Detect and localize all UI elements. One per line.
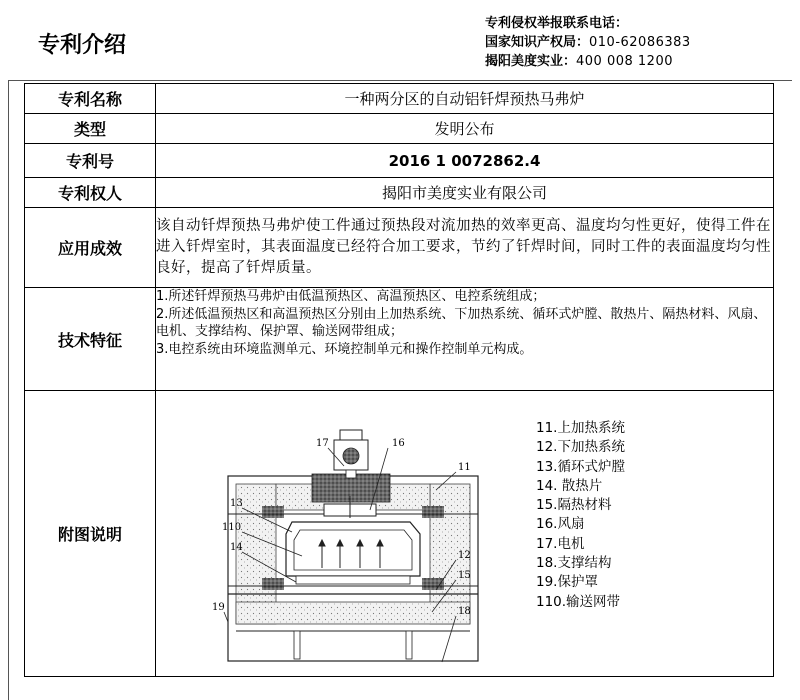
row-label-type: 类型 — [25, 114, 156, 144]
support-leg-shape — [406, 631, 412, 659]
header-divider — [8, 80, 792, 81]
callout-label: 18 — [458, 606, 471, 617]
row-label-holder: 专利权人 — [25, 178, 156, 208]
table-row — [25, 208, 774, 288]
upper-heater-right-shape — [422, 506, 444, 518]
patent-name: 一种两分区的自动铝钎焊预热马弗炉 — [156, 84, 774, 114]
feature-item: 3.电控系统由环境监测单元、环境控制单元和操作控制单元构成。 — [156, 341, 533, 357]
table-row — [25, 178, 774, 208]
report-heading: 专利侵权举报联系电话： — [485, 16, 629, 31]
technical-features — [156, 288, 774, 391]
callout-label: 14 — [230, 542, 243, 553]
patent-info-table — [24, 83, 774, 677]
legend-item: 12.下加热系统 — [536, 439, 625, 456]
report-org: 揭阳美度实业： — [485, 54, 577, 69]
legend-item: 11.上加热系统 — [536, 420, 625, 436]
row-label-number: 专利号 — [25, 144, 156, 178]
legend-item: 17.电机 — [536, 535, 585, 552]
row-label-effect: 应用成效 — [25, 208, 156, 288]
feature-item: 2.所述低温预热区和高温预热区分别由上加热系统、下加热系统、循环式炉膛、散热片、隔热材料、风扇、电机、支撑结构、保护罩、输送网带组成； — [156, 306, 767, 339]
report-phone[interactable]: 400 008 1200 — [576, 54, 673, 69]
table-row — [25, 114, 774, 144]
callout-label: 13 — [230, 498, 243, 509]
callout-label: 110 — [222, 522, 242, 533]
report-contact-sipo — [485, 33, 691, 52]
callout-label: 11 — [458, 462, 471, 473]
row-label-name: 专利名称 — [25, 84, 156, 114]
motor-cap-shape — [340, 430, 362, 440]
legend-item: 110.输送网带 — [536, 593, 621, 610]
report-org: 国家知识产权局： — [485, 35, 590, 50]
page-title: 专利介绍 — [38, 33, 127, 58]
callout-label: 17 — [316, 438, 329, 449]
table-row — [25, 288, 774, 391]
callout-label: 15 — [458, 570, 471, 581]
lower-heater-right-shape — [422, 578, 444, 590]
legend-item: 13.循环式炉膛 — [536, 458, 625, 475]
report-contact-meidu — [485, 52, 691, 71]
lower-heater-left-shape — [262, 578, 284, 590]
table-row — [25, 391, 774, 677]
left-margin-line — [8, 80, 9, 700]
application-effect-text: 该自动钎焊预热马弗炉使工件通过预热段对流加热的效率更高、温度均匀性更好，使得工件在进入钎焊室时，其表面温度已经符合加工要求，节约了钎焊时间，同时工件的表面温度均匀性良好，提高了钎焊质量。 — [156, 208, 774, 288]
row-label-figure: 附图说明 — [25, 391, 156, 677]
legend-item: 18.支撑结构 — [536, 555, 612, 572]
motor-shaft-shape — [346, 470, 356, 478]
legend-item: 15.隔热材料 — [536, 497, 612, 514]
report-contact-block — [485, 14, 691, 71]
motor-rotor-shape — [343, 448, 359, 464]
radiator-shape — [296, 576, 410, 584]
feature-item: 1.所述钎焊预热马弗炉由低温预热区、高温预热区、电控系统组成； — [156, 289, 546, 304]
report-phone[interactable]: 010-62086383 — [589, 35, 691, 50]
table-row — [25, 144, 774, 178]
figure-cell — [156, 391, 774, 677]
patent-number: 2016 1 0072862.4 — [156, 144, 774, 178]
legend-item: 14. 散热片 — [536, 477, 603, 494]
table-row — [25, 84, 774, 114]
callout-label: 16 — [392, 438, 405, 449]
support-leg-shape — [294, 631, 300, 659]
patent-type: 发明公布 — [156, 114, 774, 144]
legend-item: 16.风扇 — [536, 516, 585, 533]
insulation-bottom-shape — [236, 602, 470, 624]
legend-item: 19.保护罩 — [536, 574, 598, 591]
row-label-features: 技术特征 — [25, 288, 156, 391]
upper-heater-left-shape — [262, 506, 284, 518]
callout-label: 12 — [458, 550, 471, 561]
callout-label: 19 — [212, 602, 225, 613]
figure-legend — [536, 419, 625, 612]
furnace-diagram — [192, 426, 512, 671]
patent-holder: 揭阳市美度实业有限公司 — [156, 178, 774, 208]
